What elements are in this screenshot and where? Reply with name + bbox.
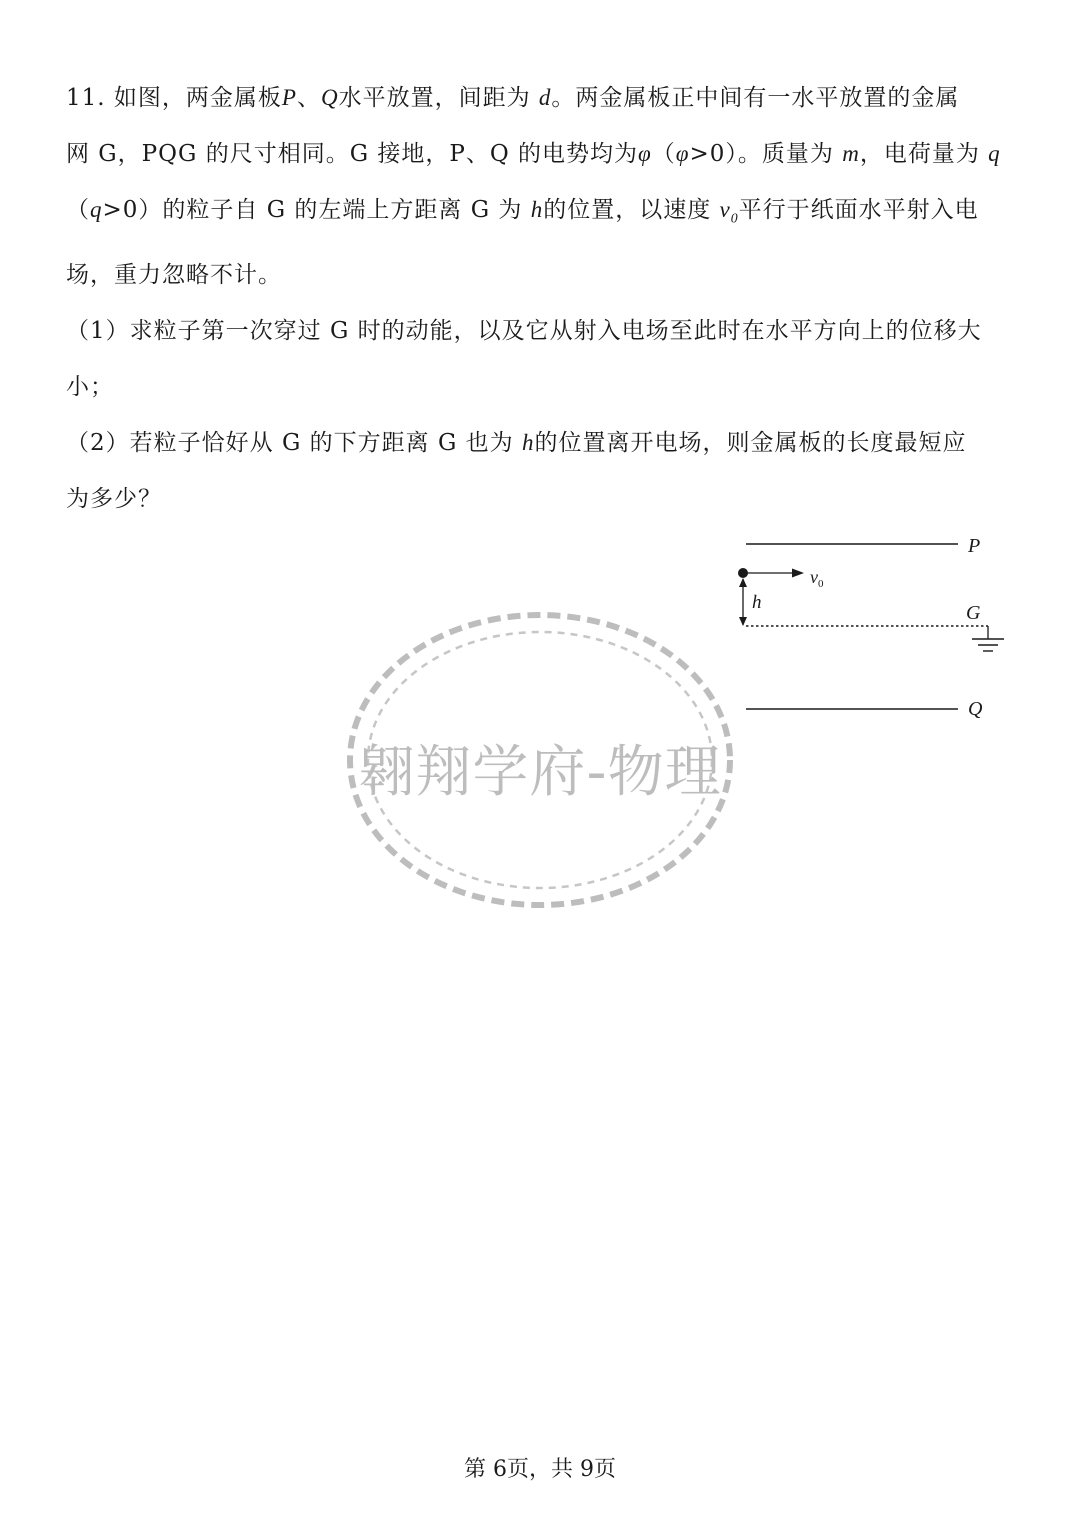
field-diagram (730, 525, 1020, 725)
symbol-P: P (281, 85, 297, 110)
question-number: 11. (66, 85, 106, 111)
symbol-m: m (842, 141, 860, 166)
arrow-down-icon (739, 617, 747, 626)
question-line-2: 网 G，PQG 的尺寸相同。G 接地，P、Q 的电势均为φ（φ>0）。质量为 m，电荷量为 q (66, 141, 1001, 167)
symbol-h: h (530, 197, 544, 222)
watermark-text: 翱翔学府-物理 (358, 740, 722, 805)
symbol-phi: φ (675, 141, 690, 166)
watermark-stamp (340, 605, 740, 915)
question-line-3: （q>0）的粒子自 G 的左端上方距离 G 为 h的位置，以速度 $v_0$平行于纸面水平射入电 (66, 197, 979, 226)
symbol-phi: φ (638, 141, 652, 166)
question-line-4: 场，重力忽略不计。 (66, 261, 282, 288)
label-G: G (966, 602, 981, 624)
question-line-1: 11. 如图，两金属板P、Q水平放置，间距为 d。两金属板正中间有一水平放置的金属 (66, 85, 960, 111)
page-number: 第 6页，共 9页 (464, 1457, 616, 1482)
part-2-line-1: （2）若粒子恰好从 G 的下方距离 G 也为 h的位置离开电场，则金属板的长度最短应 (66, 429, 967, 456)
symbol-q: q (988, 141, 1001, 166)
label-Q: Q (968, 698, 983, 720)
question-text (66, 70, 1026, 527)
symbol-v0: $v_0$ (719, 197, 739, 226)
label-h: h (752, 592, 762, 613)
part-1-line-2: 小； (66, 373, 114, 400)
label-P: P (968, 535, 981, 557)
arrow-head-icon (792, 569, 804, 578)
arrow-up-icon (739, 578, 747, 587)
symbol-Q: Q (320, 85, 339, 110)
symbol-d: d (538, 85, 552, 110)
symbol-q: q (90, 197, 103, 222)
ground-icon (972, 626, 1004, 651)
symbol-h: h (521, 429, 535, 455)
part-2-line-2: 为多少？ (66, 485, 162, 512)
part-1-line-1: （1）求粒子第一次穿过 G 时的动能，以及它从射入电场至此时在水平方向上的位移大 (66, 317, 982, 344)
label-v0: $v_0$ (810, 567, 824, 590)
